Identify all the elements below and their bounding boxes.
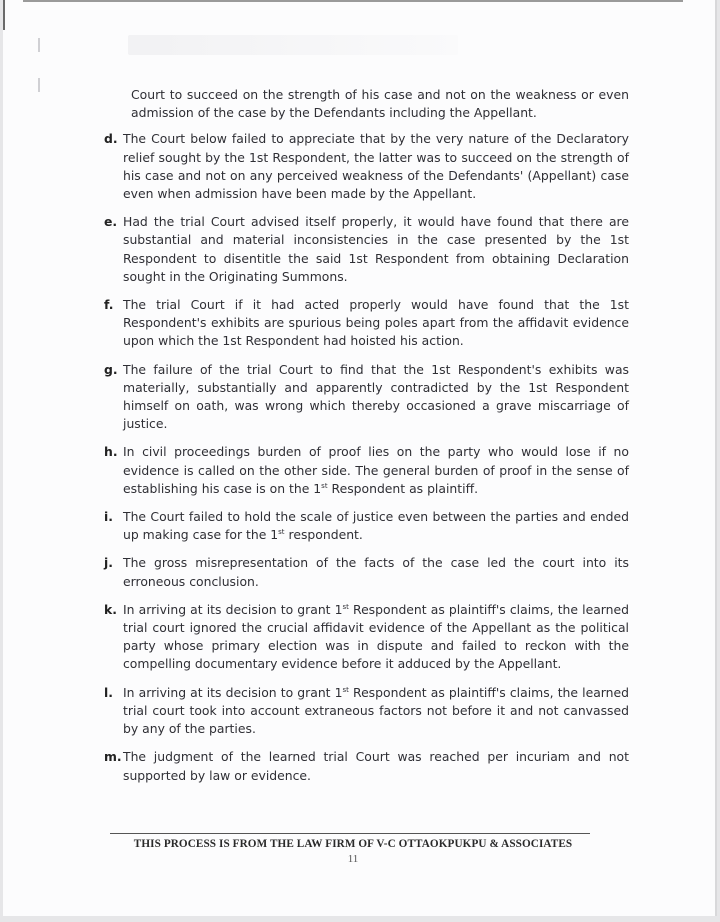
item-marker: g.: [104, 361, 118, 377]
item-marker: l.: [104, 684, 113, 700]
item-marker: h.: [104, 444, 118, 460]
item-marker: f.: [104, 297, 114, 313]
ground-item-g: [101, 361, 629, 434]
ground-item-f: [101, 296, 629, 351]
ground-item-h: [101, 443, 629, 498]
item-text: The Court below failed to appreciate that by the very nature of the Declaratory relief sought by the 1st Respondent, the latter was to succeed on the strength of his case and not on any perceived weakness of the Defendants' (Appellant) case even when admission have been made by the Appellant.: [123, 131, 629, 202]
item-text: The gross misrepresentation of the facts of the case led the court into its erroneous conclusion.: [123, 555, 629, 589]
page-number: 11: [347, 853, 359, 865]
item-text: In civil proceedings burden of proof lies on the party who would lose if no evidence is called on the other side. The general burden of proof in the sense of establishing his case is on the 1st Respondent as plaintiff.: [123, 444, 629, 496]
item-marker: i.: [104, 509, 113, 525]
punch-hole-mark: [38, 38, 40, 52]
scan-edge-top: [23, 0, 683, 2]
item-text: The failure of the trial Court to find that the 1st Respondent's exhibits was materially, substantially and apparently contradicted by the 1st Respondent himself on oath, was wrong which thereby occasioned a grave miscarriage of justice.: [123, 361, 629, 432]
ground-item-d: [101, 130, 629, 203]
item-text: The Court failed to hold the scale of justice even between the parties and ended up making case for the 1st respondent.: [123, 509, 629, 543]
item-text: In arriving at its decision to grant 1st Respondent as plaintiff's claims, the learned trial court took into account extraneous factors not before it and not canvassed by any of the parties.: [123, 684, 630, 737]
item-text: The judgment of the learned trial Court was reached per incuriam and not supported by law or evidence.: [123, 749, 629, 783]
ground-item-m: [101, 748, 629, 784]
document-page: [3, 0, 717, 916]
item-marker: e.: [104, 214, 118, 230]
footer-divider: [110, 833, 590, 834]
punch-hole-mark: [38, 78, 40, 92]
item-marker: d.: [104, 131, 118, 147]
ground-item-k: [101, 601, 629, 674]
item-text: Had the trial Court advised itself properly, it would have found that there are substantial and material inconsistencies in the case presented by the 1st Respondent to disentitle the said 1st Respondent from obtaining Declaration sought in the Originating Summons.: [123, 214, 629, 284]
item-marker: m.: [104, 749, 122, 765]
ground-item-l: [101, 684, 629, 739]
item-marker: j.: [104, 555, 113, 571]
scan-edge-left: [3, 0, 5, 30]
ground-item-j: [101, 554, 629, 590]
item-marker: k.: [104, 601, 117, 617]
grounds-of-appeal: [101, 86, 629, 795]
item-text: In arriving at its decision to grant 1st Respondent as plaintiff's claims, the learned trial court ignored the crucial affidavit evidence of the Appellant as the political party whose primary election was in dispute and failed to reckon with the compelling documentary evidence before it adduced by the Appellant.: [123, 601, 630, 672]
ground-item-e: [101, 213, 629, 286]
faded-bleedthrough-text: [128, 35, 458, 55]
ground-item-i: [101, 508, 629, 544]
item-text: The trial Court if it had acted properly would have found that the 1st Respondent's exhibits are spurious being poles apart from the affidavit evidence upon which the 1st Respondent had hoisted his action.: [123, 297, 629, 349]
law-firm-attribution: THIS PROCESS IS FROM THE LAW FIRM OF V-C OTTAOKPUKPU & ASSOCIATES: [133, 838, 573, 850]
continued-paragraph: Court to succeed on the strength of his case and not on the weakness or even admission of the case by the Defendants including the Appellant.: [131, 87, 629, 121]
